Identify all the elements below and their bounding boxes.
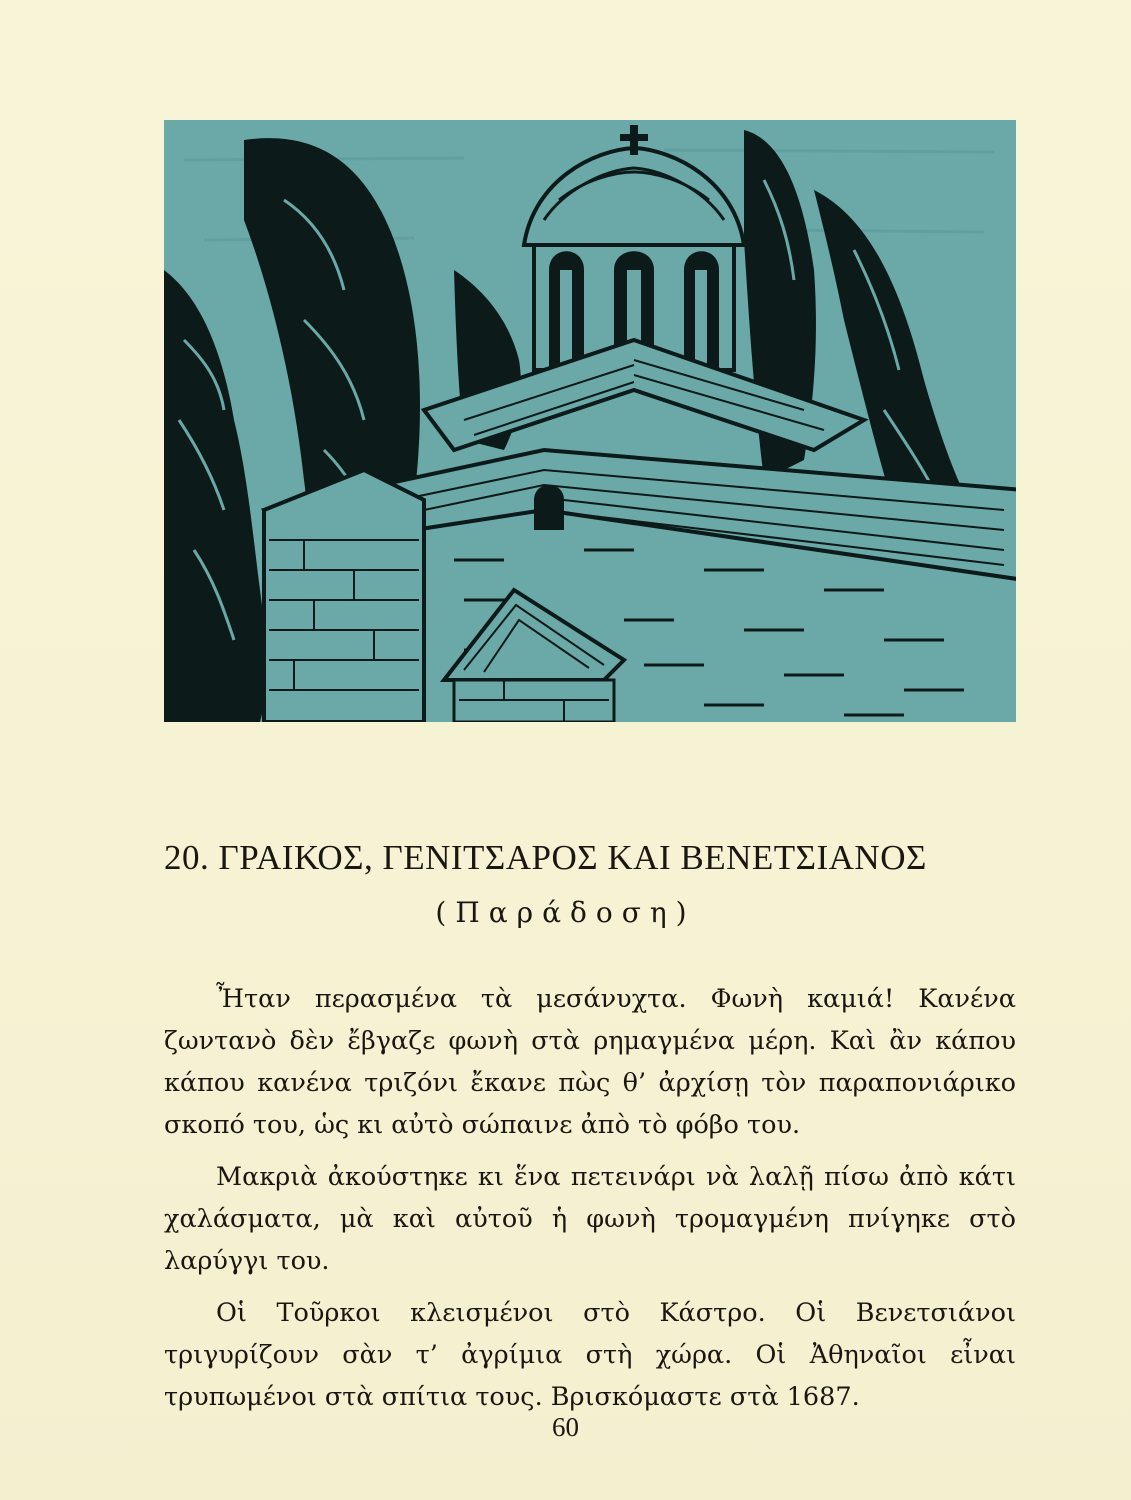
church-woodcut-illustration	[164, 120, 1016, 722]
chapter-title: 20. ΓΡΑΙΚΟΣ, ΓΕΝΙΤΣΑΡΟΣ ΚΑΙ ΒΕΝΕΤΣΙΑΝΟΣ	[164, 838, 927, 877]
paragraph-1: Ἦταν περασμένα τὰ μεσάνυχτα. Φωνὴ καμιά! Κανένα ζωντανὸ δὲν ἔβγαζε φωνὴ στὰ ρημαγμένα μέρη. Καὶ ἂν κάπου κάπου κανένα τριζόνι ἔκανε πὼς θ’ ἀρχίσῃ τὸν παραπονιάρικο σκοπό του, ὡς κι αὐτὸ σώπαινε ἀπὸ τὸ φόβο του.	[164, 984, 1016, 1140]
page-number: 60	[552, 1412, 579, 1442]
story-body	[164, 978, 1016, 1428]
paragraph-2: Μακριὰ ἀκούστηκε κι ἕνα πετεινάρι νὰ λαλῇ πίσω ἀπὸ κάτι χαλάσματα, μὰ καὶ αὐτοῦ ἡ φωνὴ τρομαγμένη πνίγηκε στὸ λαρύγγι του.	[164, 1162, 1016, 1276]
chapter-subtitle: (Παράδοση)	[435, 896, 696, 929]
paragraph-3: Οἱ Τοῦρκοι κλεισμένοι στὸ Κάστρο. Οἱ Βενετσιάνοι τριγυρίζουν σὰν τ’ ἀγρίμια στὴ χώρα. Οἱ Ἀθηναῖοι εἶναι τρυπωμένοι στὰ σπίτια τους. Βρισκόμαστε στὰ 1687.	[164, 1298, 1016, 1412]
illustration-svg	[164, 120, 1016, 722]
